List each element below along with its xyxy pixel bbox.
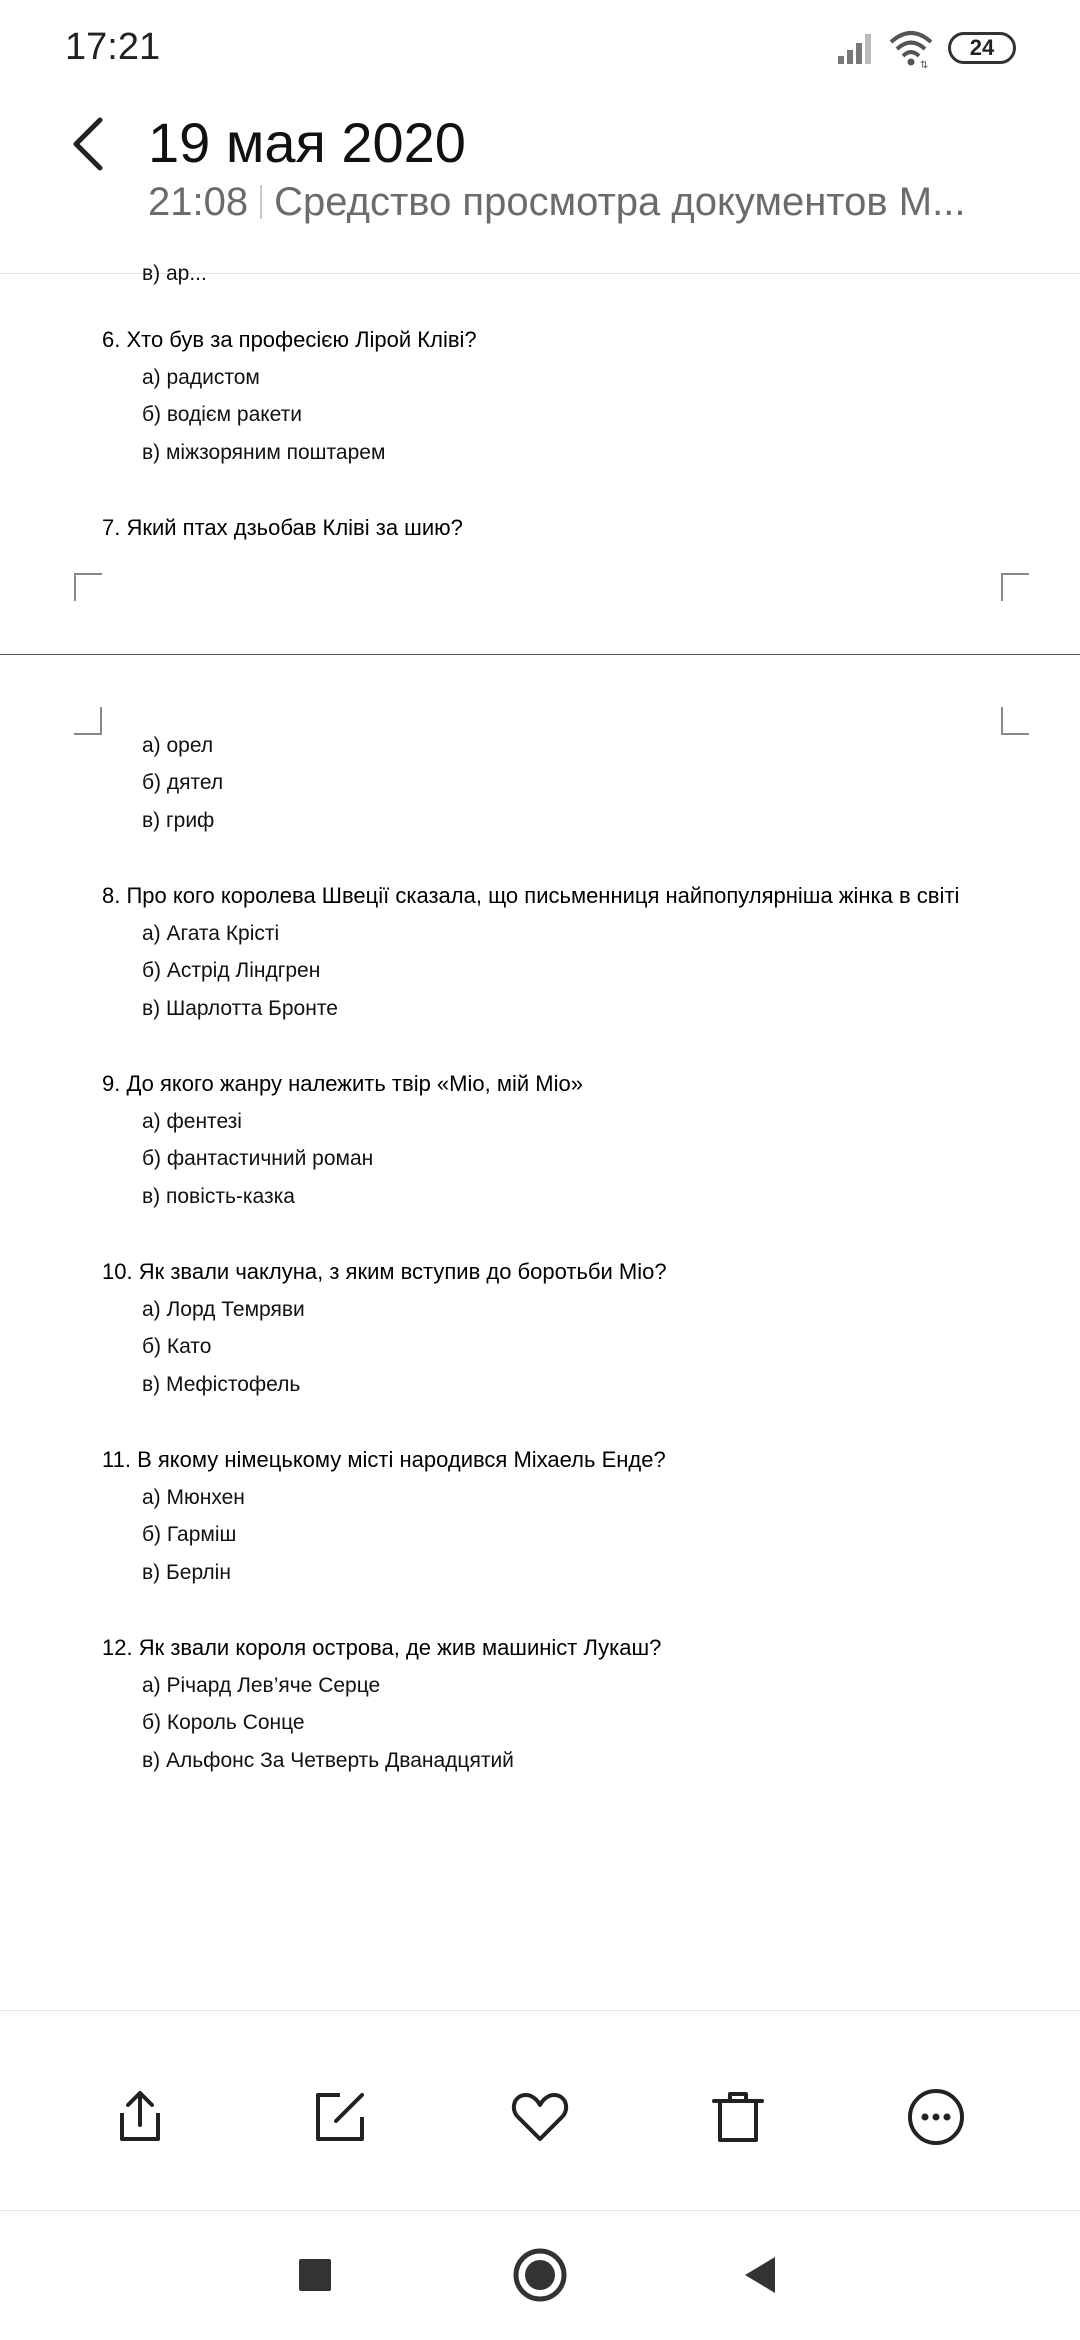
option: в) повість-казка xyxy=(142,1185,295,1208)
battery-indicator: 24 xyxy=(948,32,1016,64)
question-12: 12. Як звали короля острова, де жив машиніст Лукаш? xyxy=(102,1635,662,1660)
option: в) міжзоряним поштарем xyxy=(142,441,386,464)
option: а) фентезі xyxy=(142,1110,242,1133)
page-title: 19 мая 2020 xyxy=(148,111,466,174)
page-corner-mark xyxy=(74,573,102,601)
subtitle-time: 21:08 xyxy=(148,180,249,224)
option: б) фантастичний роман xyxy=(142,1147,374,1170)
option: а) радистом xyxy=(142,366,260,389)
page-corner-mark xyxy=(74,707,102,735)
triangle-icon xyxy=(741,2255,779,2295)
page-corner-mark xyxy=(1001,707,1029,735)
svg-text:⇅: ⇅ xyxy=(920,60,929,71)
option: б) водієм ракети xyxy=(142,403,303,426)
option: а) Річард Лев’яче Серце xyxy=(142,1674,381,1697)
document-viewer[interactable] xyxy=(0,262,1080,2010)
header xyxy=(0,96,1080,274)
question-9: 9. До якого жанру належить твір «Міо, мій Міо» xyxy=(102,1071,583,1096)
page-break-line xyxy=(0,654,1080,655)
recents-button[interactable] xyxy=(285,2245,345,2305)
question-6: 6. Хто був за професією Лірой Кліві? xyxy=(102,327,477,352)
signal-icon xyxy=(836,30,876,66)
option: а) Мюнхен xyxy=(142,1486,245,1509)
option: а) Лорд Темряви xyxy=(142,1298,305,1321)
share-button[interactable] xyxy=(110,2087,170,2147)
subtitle-app-name: Средство просмотра документов М... xyxy=(274,180,966,224)
option: в) Альфонс За Четверть Дванадцятий xyxy=(142,1749,514,1772)
option: б) Като xyxy=(142,1335,212,1358)
status-bar xyxy=(0,0,1080,96)
bottom-toolbar xyxy=(0,2010,1080,2210)
question-10: 10. Як звали чаклуна, з яким вступив до боротьби Міо? xyxy=(102,1259,667,1284)
option: в) Берлін xyxy=(142,1561,231,1584)
favorite-button[interactable] xyxy=(510,2087,570,2147)
circle-icon xyxy=(513,2248,567,2302)
share-icon xyxy=(112,2089,168,2145)
option: б) дятел xyxy=(142,771,224,794)
home-button[interactable] xyxy=(510,2245,570,2305)
page-corner-mark xyxy=(1001,573,1029,601)
option: в) гриф xyxy=(142,809,215,832)
more-button[interactable] xyxy=(906,2087,966,2147)
back-button[interactable] xyxy=(730,2245,790,2305)
option: в) Мефістофель xyxy=(142,1373,301,1396)
heart-icon xyxy=(510,2089,570,2145)
page-subtitle xyxy=(148,180,1048,225)
delete-button[interactable] xyxy=(708,2087,768,2147)
square-icon xyxy=(298,2258,332,2292)
subtitle-separator xyxy=(260,185,262,219)
cut-off-option: в) ар... xyxy=(142,262,207,285)
option: а) орел xyxy=(142,734,214,757)
option: в) Шарлотта Бронте xyxy=(142,997,338,1020)
option: б) Гарміш xyxy=(142,1523,237,1546)
option: а) Агата Крісті xyxy=(142,922,280,945)
more-icon xyxy=(907,2088,965,2146)
back-arrow-icon[interactable] xyxy=(68,114,108,174)
option: б) Астрід Ліндгрен xyxy=(142,959,321,982)
question-11: 11. В якому німецькому місті народився Міхаель Енде? xyxy=(102,1447,666,1472)
status-time: 17:21 xyxy=(65,26,161,68)
trash-icon xyxy=(710,2089,766,2145)
question-7: 7. Який птах дзьобав Кліві за шию? xyxy=(102,515,463,540)
wifi-icon xyxy=(888,28,934,71)
edit-icon xyxy=(312,2089,368,2145)
question-8: 8. Про кого королева Швеції сказала, що письменниця найпопулярніша жінка в світі xyxy=(102,883,960,908)
system-navigation-bar xyxy=(0,2210,1080,2340)
edit-button[interactable] xyxy=(310,2087,370,2147)
option: б) Король Сонце xyxy=(142,1711,305,1734)
